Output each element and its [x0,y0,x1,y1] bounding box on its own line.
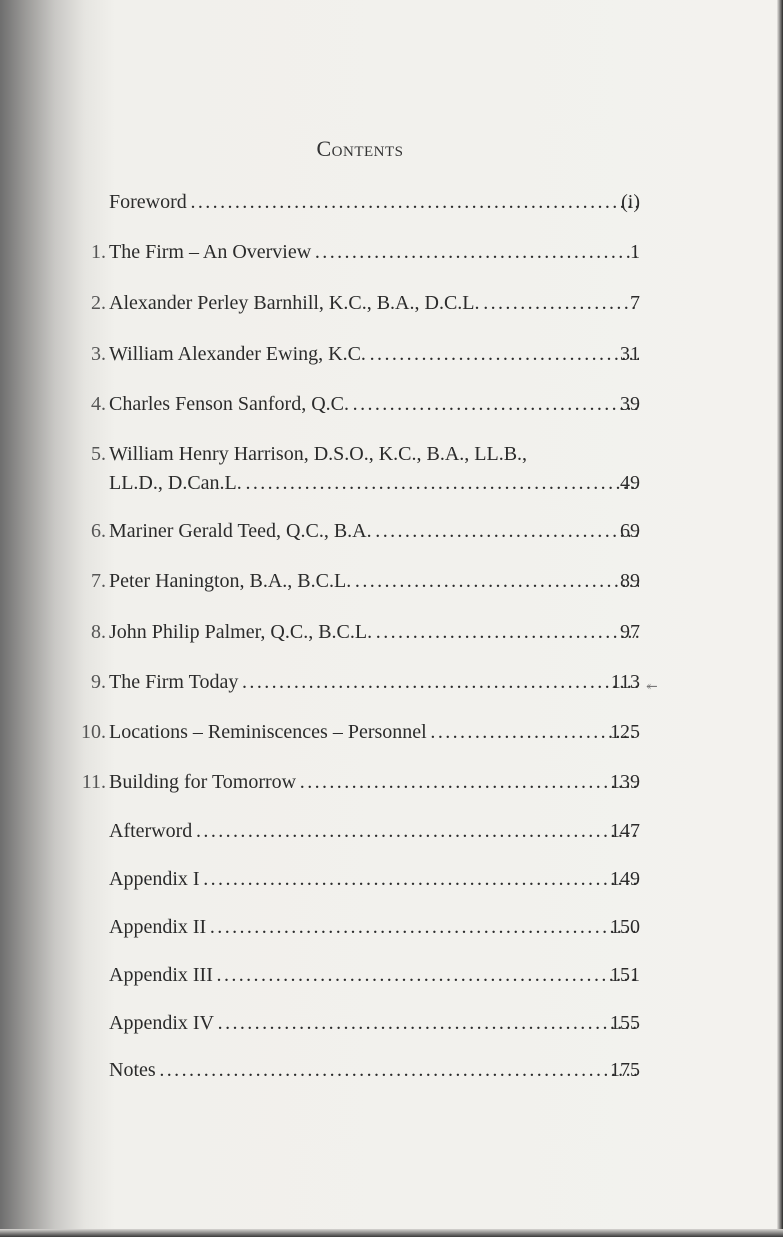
toc-entry-number: 7. [91,570,106,592]
toc-entry [0,1055,783,1085]
contents-title: Contents [316,136,404,161]
toc-entry-number: 4. [91,393,106,415]
toc-entry-title: Peter Hanington, B.A., B.C.L. . . . [109,566,639,596]
toc-entry [0,767,783,797]
toc-entry [0,912,783,942]
toc-entry-page: 155 [610,1012,640,1034]
toc-entry-number: 11. [81,771,106,793]
toc-entry [0,816,783,846]
toc-entry-title: The Firm – An Overview . . . [109,237,639,267]
toc-entry [0,187,783,217]
toc-entry-page: (i) [621,191,640,213]
toc-entry [0,717,783,747]
toc-entry-number: 6. [91,520,106,542]
toc-entry-title: LL.D., D.Can.L. . . . [109,468,639,498]
toc-entry [0,288,783,318]
toc-entry [0,667,783,697]
toc-entry-title: Mariner Gerald Teed, Q.C., B.A. . . . [109,516,639,546]
toc-entry-title: Appendix II . . . [109,912,639,942]
toc-entry-page: 151 [610,964,640,986]
toc-entry-page: 39 [620,393,640,415]
toc-entry-title: Charles Fenson Sanford, Q.C. . . . [109,389,639,419]
toc-entry-title: William Alexander Ewing, K.C. . . . [109,339,639,369]
toc-entry [0,516,783,546]
toc-entry-page: 113 [610,671,640,693]
toc-entry [0,960,783,990]
toc-entry-number: 8. [91,621,106,643]
toc-entry-page: 1 [630,241,640,263]
toc-entry [0,468,783,498]
toc-entry-title: Foreword . . . [109,187,639,217]
toc-entry-title: The Firm Today . . . [109,667,639,697]
toc-entry-title: Appendix I . . . [109,864,639,894]
toc-entry-number: 1. [91,241,106,263]
toc-entry-page: 150 [610,916,640,938]
toc-entry-title: Building for Tomorrow . . . [109,767,639,797]
toc-entry-page: 7 [630,292,640,314]
toc-entry [0,339,783,369]
pencil-mark: ↞ [646,680,658,695]
toc-entry-page: 125 [610,721,640,743]
toc-entry-page: 31 [620,343,640,365]
toc-entry-title: John Philip Palmer, Q.C., B.C.L. . . . [109,617,639,647]
toc-entry-page: 175 [610,1059,640,1081]
toc-entry [0,1008,783,1038]
toc-entry [0,439,783,469]
toc-entry-page: 97 [620,621,640,643]
toc-entry-title: Alexander Perley Barnhill, K.C., B.A., D.C.L. . . . [109,288,639,318]
toc-entry-page: 139 [610,771,640,793]
toc-entry-page: 69 [620,520,640,542]
toc-entry-title: William Henry Harrison, D.S.O., K.C., B.A., LL.B., [109,443,528,465]
toc-entry [0,237,783,267]
toc-entry-number: 9. [91,671,106,693]
toc-entry [0,617,783,647]
toc-entry [0,389,783,419]
toc-entry-title: Appendix III . . . [109,960,639,990]
toc-entry-page: 149 [610,868,640,890]
page-edge-bottom [0,1229,783,1237]
toc-entry-page: 147 [610,820,640,842]
toc-entry-title: Appendix IV . . . [109,1008,639,1038]
toc-entry-number: 3. [91,343,106,365]
toc-entry [0,566,783,596]
toc-entry-page: 49 [620,472,640,494]
toc-entry-number: 5. [91,443,106,465]
toc-entry-number: 2. [91,292,106,314]
toc-entry [0,864,783,894]
toc-entry-number: 10. [81,721,106,743]
toc-entry-title: Afterword . . . [109,816,639,846]
toc-entry-page: 89 [620,570,640,592]
toc-entry-title: Notes . . . [109,1055,639,1085]
toc-entry-title: Locations – Reminiscences – Personnel . . . [109,717,639,747]
